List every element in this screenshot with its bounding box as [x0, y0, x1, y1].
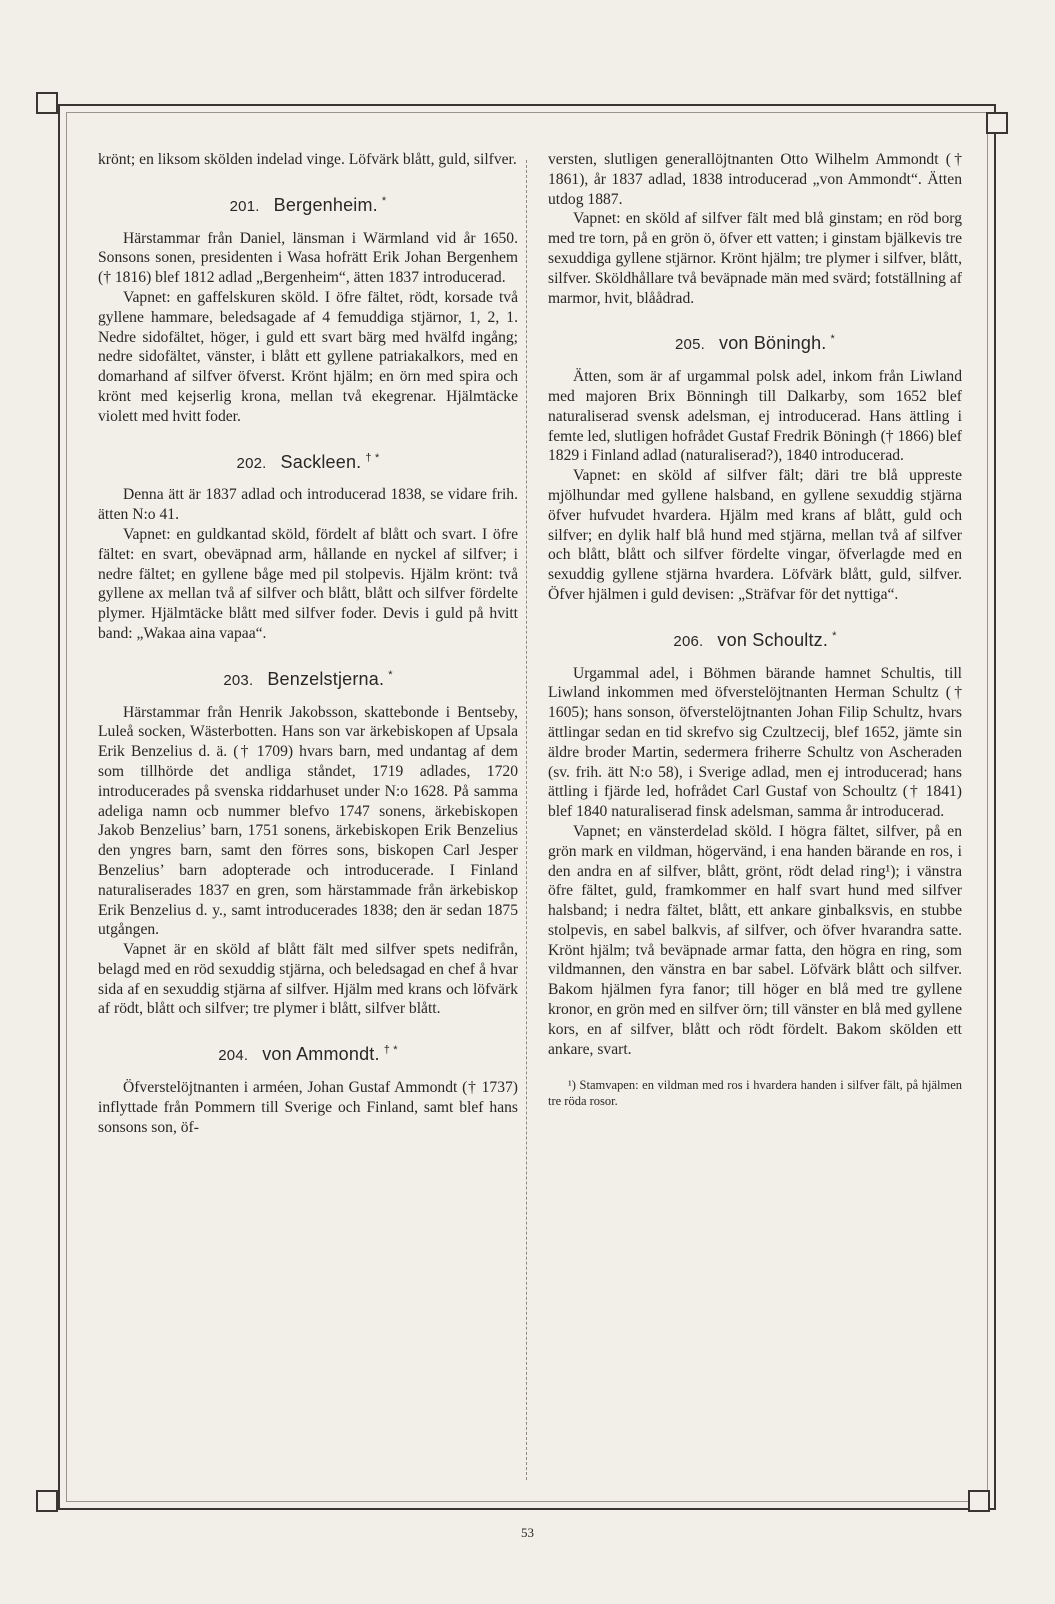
- left-column: [98, 150, 518, 1137]
- entry-paragraph: Vapnet; en vänsterdelad sköld. I högra fältet, silfver, på en grön mark en vildman, högervänd, i ena handen bärande en ros, i den andra en af silfver, blått, grönt, rödt delad ring¹); i vänstra öfre fältet, guld, framkommer en half svart hund med silfver halsband; i nedra fältet, blått, ett ankare ginbalksvis, en stubbe stolpevis, en sabel balkvis, af silfver, och öfver hvarandra satte. Krönt hjälm; två beväpnade armar fatta, den högra en ring, som vildmannen, den vänstra en bar sabel. Löfvärk blått och silfver. Bakom hjälmen fyra fanor; till höger en blå med tre gyllene kronor, en grön med en silfver örn; till vänster en blå med gyllene kors, en af silfver, blått och rödt fördelt. Bakom skölden ett ankare, svart.: [548, 822, 962, 1058]
- entry-paragraph: Urgammal adel, i Böhmen bärande hamnet Schultis, till Liwland inkommen med öfverstelöjtnanten Herman Schultz († 1605); hans sonson, öfverstelöjtnanten Johan Filip Schultz, hvars ättlingar sedan en tid skrefvo sig Czultzecij, blef 1652, jämte sin äldre broder Martin, sedermera friherre Schultz von Ascheraden (sv. frih. ätt N:o 58), i Sverige adlad, men ej introducerad; hans ättling i fjärde led, hofrådet Carl Gustaf von Schoultz († 1841) blef 1840 naturaliserad finsk adelsman, samma år introducerad.: [548, 664, 962, 821]
- entry-paragraph: Vapnet: en guldkantad sköld, fördelt af blått och svart. I öfre fältet: en svart, obeväpnad arm, hållande en nyckel af silfver; i nedre fältet; en gyllene båge med pil stolpevis. Hjälm krönt: två gyllene ax mellan två af silfver och blått, blått och silfver fördelte plymer. Hjälmtäcke blått med silfver foder. Devis i guld på hvitt band: „Wakaa aina vapaa“.: [98, 525, 518, 642]
- frame-corner-ornament: [986, 112, 1008, 134]
- continuation-text: versten, slutligen generallöjtnanten Otto Wilhelm Ammondt († 1861), år 1837 adlad, 1838 introducerad „von Ammondt“. Ätten utdog 1887.: [548, 151, 962, 208]
- entry-paragraph: Ätten, som är af urgammal polsk adel, inkom från Liwland med majoren Brix Bönningh till Dalkarby, som 1652 blef naturaliserad svensk adelsman, ej introducerad. Hans ättling i femte led, slutligen hofrådet Gustaf Fredrik Böningh († 1866) blef 1829 i Finland adlad (naturaliserad?), 1840 introducerad.: [548, 368, 963, 465]
- entry-paragraph: Vapnet: en gaffelskuren sköld. I öfre fältet, rödt, korsade två gyllene hammare, beledsagade af 4 femuddiga stjärnor, 1, 2, 1. Nedre sidofältet, höger, i guld ett svart bärg med hvälfd ingång; nedre sidofältet, vänster, i blått ett gyllene patriakalkors, med en domarhand af silfver öfverst. Krönt hjälm; en örn med spira och krönt med kejserlig krona, mellan två ekegrenar. Hjälmtäcke violett med hvitt foder.: [98, 288, 518, 425]
- entry-paragraph: Härstammar från Daniel, länsman i Wärmland vid år 1650. Sonsons sonen, presidenten i Wasa hofrätt Erik Johan Bergenhem († 1816) blef 1812 adlad „Bergenheim“, ätten 1837 introducerad.: [98, 229, 518, 287]
- frame-corner-ornament: [968, 1490, 990, 1512]
- entry-heading-205: 205. von Böningh. *: [675, 333, 835, 354]
- entry-heading-206: 206. von Schoultz. *: [673, 629, 837, 650]
- continuation-text: krönt; en liksom skölden indelad vinge. Löfvärk blått, guld, silfver.: [98, 151, 517, 168]
- frame-corner-ornament: [36, 92, 58, 114]
- entry-heading-204: 204. von Ammondt. † *: [218, 1044, 398, 1065]
- entry-paragraph: Härstammar från Henrik Jakobsson, skattebonde i Bentseby, Luleå socken, Wästerbotten. Hans son var ärkebiskopen af Upsala Erik Benzelius d. ä. († 1709) hvars barn, med undantag af dem som tillhörde det andliga ståndet, 1719 adlades, 1720 introducerades på svenska riddarhuset under N:o 1628. På samma adeliga namn ocb nummer blefvo 1747 sonens, ärkebiskopen Jakob Benzelius’ barn, 1751 sonens, ärkebiskopen Erik Benzelius den yngres barn, samt den förres sons, biskopen Carl Jesper Benzelius’ barn adopterade och introducerade. I Finland naturaliserades 1837 en gren, som härstammade från ärkebiskop Erik Benzelius d. y., samt introducerades 1838; den är sedan 1875 utgången.: [98, 703, 518, 939]
- entry-heading-202: 202. Sackleen. † *: [236, 451, 380, 472]
- entry-paragraph: Vapnet: en sköld af silfver fält; däri tre blå uppreste mjölhundar med gyllene halsband, en gyllene sexuddig stjärna öfver hufvudet hvardera. Hjälm med krans af blått, guld och silfver; en dylik half blå hund med stjärna, mellan två af silfver och blått, blått och silfver fördelte vingar, öfverlagde med en sexuddig gyllene stjärna hvardera. Löfvärk blått, guld, silfver. Öfver hjälmen i guld devisen: „Sträfvar för det nyttiga“.: [548, 467, 962, 603]
- footnote: ¹) Stamvapen: en vildman med ros i hvardera handen i silfver fält, på hjälmen tre röda rosor.: [548, 1078, 962, 1109]
- entry-paragraph: Denna ätt är 1837 adlad och introducerad 1838, se vidare frih. ätten N:o 41.: [98, 486, 518, 524]
- entry-heading-201: 201. Bergenheim. *: [229, 194, 387, 215]
- entry-paragraph: Vapnet: en sköld af silfver fält med blå ginstam; en röd borg med tre torn, på en grön ö, öfver ett vatten; i ginstam bjälkevis tre sexuddiga gyllene stjärnor. Krönt hjälm; tre plymer i silfver, blått, silfver. Sköldhållare två beväpnade män med svärd; fotställning af marmor, hvit, blåådrad.: [548, 210, 962, 307]
- right-column: [548, 150, 962, 1109]
- entry-paragraph: Öfverstelöjtnanten i arméen, Johan Gustaf Ammondt († 1737) inflyttade från Pommern till Sverige och Finland, samt blef hans sonsons son, öf-: [98, 1079, 518, 1136]
- entry-paragraph: Vapnet är en sköld af blått fält med silfver spets nedifrån, belagd med en röd sexuddig stjärna, och beledsagad en chef å hvar sida af en sexuddig stjärna af silfver. Hjälm med krans och löfvärk af rödt, blått och silfver; tre plymer i blått, silfver blått.: [98, 941, 518, 1018]
- column-divider: [526, 160, 527, 1480]
- page-number: 53: [521, 1525, 534, 1540]
- frame-corner-ornament: [36, 1490, 58, 1512]
- entry-heading-203: 203. Benzelstjerna. *: [223, 668, 393, 689]
